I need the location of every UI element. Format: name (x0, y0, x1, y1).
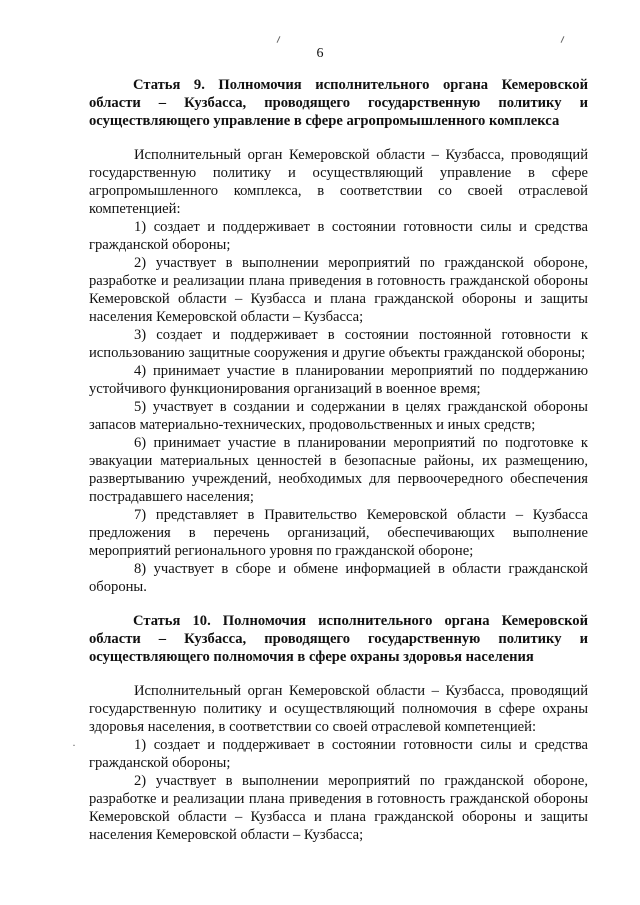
list-item: 4) принимает участие в планировании мероприятий по поддержанию устойчивого функционирования организаций в военное время; (89, 363, 588, 397)
article-9-body (89, 146, 588, 596)
article-9-heading (89, 76, 588, 130)
list-item: 2) участвует в выполнении мероприятий по гражданской обороне, разработке и реализации плана приведения в готовность гражданской обороны Кемеровской области – Кузбасса и плана гражданской обороны и защиты населения Кемеровской области – Кузбасса; (89, 773, 588, 843)
list-item: 5) участвует в создании и содержании в целях гражданской обороны запасов материально-технических, продовольственных и иных средств; (89, 399, 588, 433)
list-item: 1) создает и поддерживает в состоянии готовности силы и средства гражданской обороны; (89, 737, 588, 771)
list-item: 7) представляет в Правительство Кемеровской области – Кузбасса предложения в перечень организаций, обеспечивающих выполнение мероприятий регионального уровня по гражданской обороне; (89, 507, 588, 559)
list-item: 8) участвует в сборе и обмене информацией в области гражданской обороны. (89, 561, 588, 595)
list-item: 6) принимает участие в планировании мероприятий по подготовке к эвакуации материальных ценностей в безопасные районы, их размещению, развертыванию учреждений, необходимых для первоочередного обеспечения пострадавшего населения; (89, 435, 588, 505)
article-intro: Исполнительный орган Кемеровской области – Кузбасса, проводящий государственную политику и осуществляющий управление в сфере агропромышленного комплекса, в соответствии со своей отраслевой компетенцией: (89, 147, 588, 217)
list-item: 3) создает и поддерживает в состоянии постоянной готовности к использованию защитные сооружения и другие объекты гражданской обороны; (89, 327, 588, 361)
page-number: 6 (316, 46, 324, 61)
scan-mark (277, 36, 281, 43)
list-item: 1) создает и поддерживает в состоянии готовности силы и средства гражданской обороны; (89, 219, 588, 253)
article-10-body (89, 682, 588, 844)
article-10-heading (89, 612, 588, 666)
scan-mark (561, 36, 565, 43)
article-title: Статья 9. Полномочия исполнительного органа Кемеровской области – Кузбасса, проводящего государственную политику и осуществляющего управление в сфере агропромышленного комплекса (89, 77, 588, 129)
list-item: 2) участвует в выполнении мероприятий по гражданской обороне, разработке и реализации плана приведения в готовность гражданской обороны Кемеровской области – Кузбасса и плана гражданской обороны и защиты населения Кемеровской области – Кузбасса; (89, 255, 588, 325)
article-title: Статья 10. Полномочия исполнительного органа Кемеровской области – Кузбасса, проводящего государственную политику и осуществляющего полномочия в сфере охраны здоровья населения (89, 613, 588, 665)
article-intro: Исполнительный орган Кемеровской области – Кузбасса, проводящий государственную политику и осуществляющий полномочия в сфере охраны здоровья населения, в соответствии со своей отраслевой компетенцией: (89, 683, 588, 735)
scan-mark: · (72, 738, 76, 752)
